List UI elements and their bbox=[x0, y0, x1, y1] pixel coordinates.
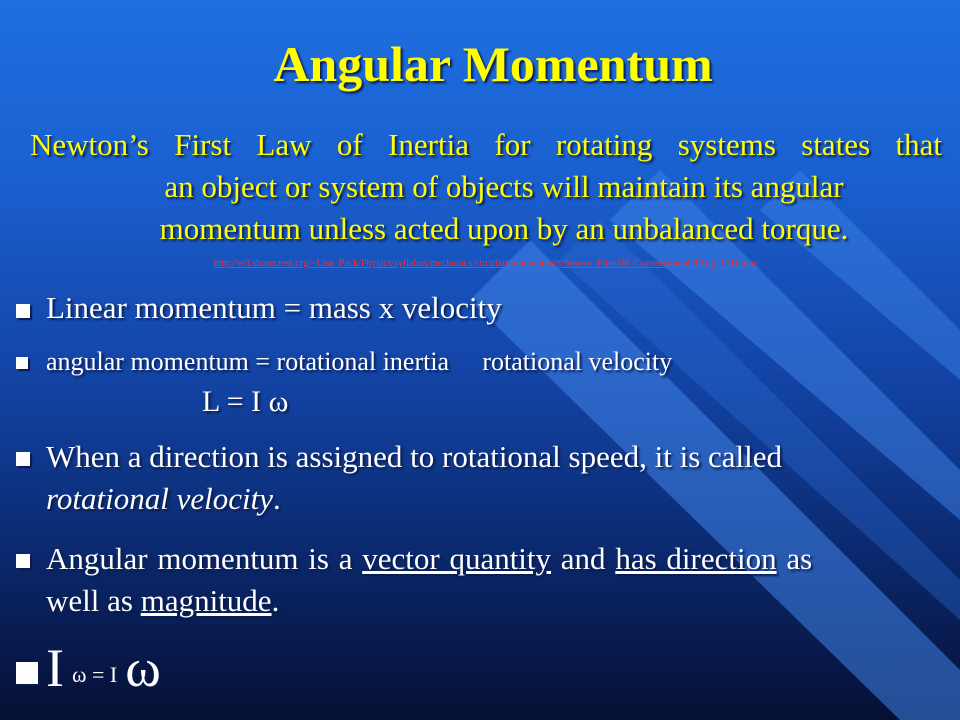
bullet-text-line-2 bbox=[46, 580, 279, 622]
text-segment: as bbox=[776, 541, 813, 576]
bullet-rotational-velocity bbox=[16, 436, 946, 520]
bullet-linear-momentum bbox=[16, 288, 936, 328]
magnitude-term: magnitude bbox=[140, 583, 272, 618]
angular-momentum-formula: L = I ω bbox=[202, 385, 289, 418]
text-segment: Angular momentum is a bbox=[46, 541, 363, 576]
bullet-vector-quantity bbox=[16, 538, 946, 622]
bullet-angular-momentum bbox=[16, 344, 936, 424]
period: . bbox=[273, 481, 281, 516]
intro-line-1: Newton’s First Law of Inertia for rotating systems states that bbox=[30, 127, 942, 162]
intro-line-3: momentum unless acted upon by an unbalanced torque. bbox=[159, 211, 849, 246]
bullet-text: Linear momentum = mass x velocity bbox=[46, 290, 502, 325]
bullet-formula bbox=[16, 636, 416, 706]
bullet-square-icon bbox=[16, 452, 30, 466]
bullet-square-icon bbox=[16, 304, 30, 318]
big-inertia-symbol: I bbox=[46, 638, 64, 698]
bullet-text-line-2 bbox=[46, 478, 281, 520]
vector-quantity-term: vector quantity bbox=[362, 541, 552, 576]
bullet-text: angular momentum = rotational inertia rotational velocity bbox=[46, 347, 646, 376]
intro-paragraph bbox=[30, 124, 942, 250]
text-segment: and bbox=[551, 541, 616, 576]
bullet-square-icon bbox=[16, 554, 30, 568]
period: . bbox=[271, 583, 280, 618]
video-link[interactable]: http://w3.shorecrest.org/~Lisa_Peck/Physics/syllabus/mechanics/circularmotion/hewitt/Source_Files/08_ConservationOfAng_VID.mov bbox=[213, 258, 759, 269]
bullet-square-icon bbox=[16, 357, 28, 369]
formula-line bbox=[46, 636, 161, 714]
bullet-text-line-1: When a direction is assigned to rotational speed, it is called bbox=[46, 439, 783, 474]
small-omega-equals-i: ω = I bbox=[71, 662, 118, 687]
slide-title: Angular Momentum bbox=[273, 36, 713, 92]
bullet-text-line-1 bbox=[46, 538, 812, 580]
rotational-velocity-term: rotational velocity bbox=[46, 481, 273, 516]
text-segment: well as bbox=[46, 583, 141, 618]
has-direction-term: has direction bbox=[615, 541, 777, 576]
bullet-square-icon bbox=[16, 662, 38, 684]
big-omega-symbol: ω bbox=[125, 638, 161, 698]
intro-line-2: an object or system of objects will maintain its angular bbox=[164, 169, 844, 204]
